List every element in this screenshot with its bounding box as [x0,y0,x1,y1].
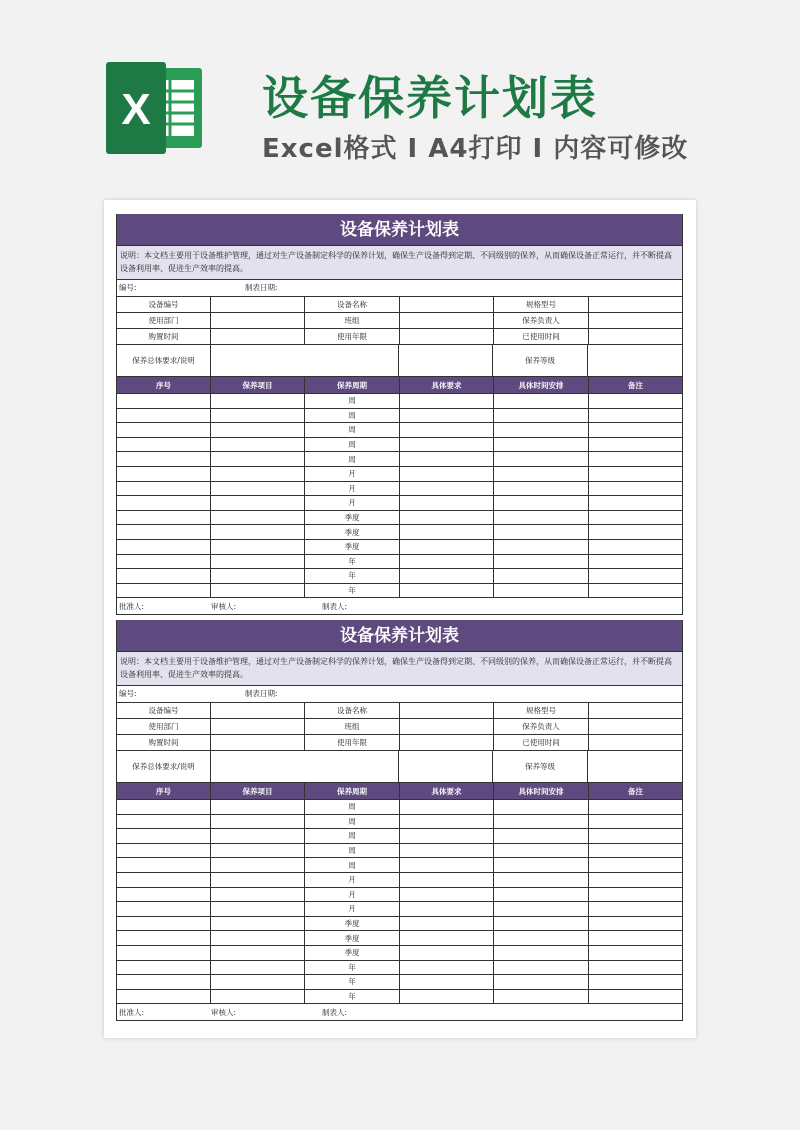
table-row [117,409,682,424]
info-label: 购置时间 [117,329,211,344]
table-cell[interactable] [494,394,589,408]
info-value-cell[interactable] [211,313,305,328]
date-label: 制表日期: [245,689,278,698]
info-value-cell[interactable] [589,329,682,344]
info-value-cell[interactable] [211,703,305,718]
table-cell[interactable] [400,452,494,466]
table-cell[interactable] [400,800,494,814]
table-cell[interactable] [400,829,494,843]
info-value-cell[interactable] [589,313,682,328]
info-label: 使用年限 [305,735,400,750]
info-value-cell[interactable] [400,735,494,750]
info-row [117,735,682,751]
cycle-cell: 周 [305,438,400,452]
table-row [117,452,682,467]
signature-label: 制表人: [322,602,348,612]
info-label: 使用部门 [117,719,211,734]
table-cell[interactable] [589,931,682,945]
table-cell[interactable] [400,482,494,496]
table-cell[interactable] [589,990,682,1004]
table-cell[interactable] [400,555,494,569]
cycle-cell: 周 [305,815,400,829]
table-row [117,975,682,990]
info-label: 已使用时间 [494,735,589,750]
info-value-cell[interactable] [400,703,494,718]
table-cell[interactable] [117,482,211,496]
column-header: 保养项目 [211,783,305,799]
table-cell[interactable] [589,902,682,916]
table-cell[interactable] [494,858,589,872]
requirement-row [117,751,682,783]
cycle-cell: 年 [305,555,400,569]
table-row [117,584,682,599]
table-cell[interactable] [589,409,682,423]
info-row [117,297,682,313]
table-cell[interactable] [494,525,589,539]
table-cell[interactable] [494,584,589,598]
form-title: 设备保养计划表 [117,620,682,652]
table-cell[interactable] [117,467,211,481]
table-cell[interactable] [211,423,305,437]
table-cell[interactable] [589,946,682,960]
table-cell[interactable] [589,800,682,814]
table-cell[interactable] [400,525,494,539]
info-label: 使用年限 [305,329,400,344]
table-cell[interactable] [494,931,589,945]
table-cell[interactable] [400,438,494,452]
cycle-cell: 年 [305,975,400,989]
table-cell[interactable] [589,452,682,466]
table-cell[interactable] [494,467,589,481]
cycle-cell: 季度 [305,931,400,945]
table-cell[interactable] [211,467,305,481]
table-row [117,917,682,932]
column-header: 保养周期 [305,377,400,393]
table-cell[interactable] [211,800,305,814]
cycle-cell: 年 [305,990,400,1004]
table-cell[interactable] [494,409,589,423]
page-subtitle: Excel格式 I A4打印 I 内容可修改 [262,134,689,164]
info-label: 设备名称 [305,703,400,718]
table-row [117,555,682,570]
table-cell[interactable] [400,917,494,931]
table-cell[interactable] [211,888,305,902]
table-cell[interactable] [494,990,589,1004]
info-label: 规格型号 [494,703,589,718]
info-value-cell[interactable] [400,297,494,312]
table-cell[interactable] [589,394,682,408]
info-value-cell[interactable] [589,703,682,718]
table-cell[interactable] [400,511,494,525]
column-header: 备注 [628,380,643,390]
table-cell[interactable] [589,423,682,437]
requirement-extra-cell[interactable] [399,345,493,376]
column-header: 具体要求 [400,377,494,393]
requirement-row [117,345,682,377]
requirement-label: 保养总体要求/说明 [117,751,211,782]
column-header: 具体时间安排 [494,377,589,393]
page-title: 设备保养计划表 [262,71,598,125]
info-value-cell[interactable] [589,719,682,734]
table-cell[interactable] [589,438,682,452]
table-cell[interactable] [589,917,682,931]
table-cell[interactable] [211,540,305,554]
form-title: 设备保养计划表 [117,214,682,246]
info-label: 保养负责人 [494,719,589,734]
table-row [117,990,682,1005]
info-label: 班组 [305,719,400,734]
table-cell[interactable] [589,467,682,481]
table-cell[interactable] [589,844,682,858]
column-header: 具体要求 [400,783,494,799]
level-label: 保养等级 [493,751,588,782]
level-value-cell[interactable] [588,345,681,376]
column-header: 备注 [628,786,643,796]
table-cell[interactable] [494,815,589,829]
table-cell[interactable] [117,569,211,583]
requirement-extra-cell[interactable] [399,751,493,782]
table-cell[interactable] [494,873,589,887]
table-cell[interactable] [400,569,494,583]
table-cell[interactable] [589,511,682,525]
table-cell[interactable] [400,946,494,960]
table-cell[interactable] [400,902,494,916]
table-cell[interactable] [211,409,305,423]
table-cell[interactable] [211,858,305,872]
table-cell[interactable] [494,800,589,814]
table-row [117,961,682,976]
table-cell[interactable] [494,438,589,452]
cycle-cell: 周 [305,452,400,466]
info-label: 规格型号 [494,297,589,312]
cycle-cell: 年 [305,584,400,598]
table-row [117,423,682,438]
form-description: 说明：本文档主要用于设备维护管理，通过对生产设备制定科学的保养计划，确保生产设备得到定期、不同级别的保养，从而确保设备正常运行，并不断提高设备利用率、促进生产效率的提高。 [117,246,682,280]
table-row [117,569,682,584]
table-cell[interactable] [117,917,211,931]
table-cell[interactable] [589,858,682,872]
info-label: 使用部门 [117,313,211,328]
table-cell[interactable] [400,584,494,598]
form-description: 说明：本文档主要用于设备维护管理，通过对生产设备制定科学的保养计划，确保生产设备得到定期、不同级别的保养，从而确保设备正常运行，并不断提高设备利用率、促进生产效率的提高。 [117,652,682,686]
table-cell[interactable] [211,511,305,525]
info-label: 班组 [305,313,400,328]
table-row [117,829,682,844]
column-header: 保养项目 [211,377,305,393]
cycle-cell: 月 [305,482,400,496]
table-cell[interactable] [211,917,305,931]
info-label: 已使用时间 [494,329,589,344]
table-row [117,815,682,830]
excel-logo-icon [104,62,204,154]
table-cell[interactable] [494,975,589,989]
table-cell[interactable] [211,815,305,829]
column-header: 具体时间安排 [494,783,589,799]
info-value-cell[interactable] [211,297,305,312]
level-value-cell[interactable] [588,751,681,782]
table-cell[interactable] [494,829,589,843]
date-label: 制表日期: [245,283,278,292]
meta-row [117,280,682,297]
table-cell[interactable] [117,902,211,916]
table-row [117,511,682,526]
info-value-cell[interactable] [400,719,494,734]
level-label: 保养等级 [493,345,588,376]
table-row [117,800,682,815]
banner [0,0,800,195]
info-label: 设备名称 [305,297,400,312]
table-cell[interactable] [211,569,305,583]
cycle-cell: 月 [305,888,400,902]
table-cell[interactable] [494,902,589,916]
info-row [117,329,682,345]
cycle-cell: 周 [305,858,400,872]
table-cell[interactable] [117,409,211,423]
cycle-cell: 周 [305,800,400,814]
info-label: 保养负责人 [494,313,589,328]
table-cell[interactable] [211,931,305,945]
table-cell[interactable] [117,844,211,858]
table-cell[interactable] [400,961,494,975]
requirement-label: 保养总体要求/说明 [117,345,211,376]
document-sheet [104,200,696,1038]
info-row [117,703,682,719]
table-cell[interactable] [494,540,589,554]
table-cell[interactable] [117,975,211,989]
table-cell[interactable] [211,844,305,858]
table-cell[interactable] [494,496,589,510]
signature-label: 制表人: [322,1008,348,1018]
table-cell[interactable] [589,829,682,843]
table-cell[interactable] [589,540,682,554]
table-cell[interactable] [494,423,589,437]
table-cell[interactable] [211,961,305,975]
info-value-cell[interactable] [589,297,682,312]
requirement-value-cell[interactable] [211,751,399,782]
cycle-cell: 年 [305,961,400,975]
table-cell[interactable] [589,555,682,569]
table-row [117,902,682,917]
table-cell[interactable] [589,482,682,496]
table-row [117,873,682,888]
cycle-cell: 周 [305,829,400,843]
table-cell[interactable] [211,584,305,598]
svg-text:X: X [121,85,151,134]
info-row [117,719,682,735]
table-cell[interactable] [211,394,305,408]
table-cell[interactable] [211,946,305,960]
table-cell[interactable] [117,873,211,887]
info-label: 设备编号 [117,703,211,718]
table-cell[interactable] [589,815,682,829]
cycle-cell: 周 [305,844,400,858]
table-cell[interactable] [589,975,682,989]
table-cell[interactable] [494,888,589,902]
table-cell[interactable] [400,990,494,1004]
table-row [117,540,682,555]
table-cell[interactable] [211,482,305,496]
table-cell[interactable] [211,829,305,843]
table-cell[interactable] [400,873,494,887]
table-cell[interactable] [211,902,305,916]
cycle-cell: 月 [305,902,400,916]
table-cell[interactable] [400,540,494,554]
table-cell[interactable] [117,888,211,902]
cycle-cell: 季度 [305,511,400,525]
cycle-cell: 月 [305,496,400,510]
table-cell[interactable] [589,961,682,975]
table-cell[interactable] [494,961,589,975]
cycle-cell: 季度 [305,540,400,554]
table-cell[interactable] [400,394,494,408]
table-row [117,394,682,409]
cycle-cell: 年 [305,569,400,583]
table-cell[interactable] [400,975,494,989]
table-cell[interactable] [494,452,589,466]
table-cell[interactable] [589,873,682,887]
signature-label: 批准人: [119,602,145,612]
table-cell[interactable] [494,844,589,858]
table-cell[interactable] [589,888,682,902]
table-cell[interactable] [211,525,305,539]
table-cell[interactable] [211,975,305,989]
signature-label: 批准人: [119,1008,145,1018]
table-cell[interactable] [400,409,494,423]
meta-row [117,686,682,703]
table-row [117,888,682,903]
table-cell[interactable] [117,584,211,598]
table-cell[interactable] [117,829,211,843]
table-cell[interactable] [117,990,211,1004]
table-row [117,467,682,482]
table-cell[interactable] [400,423,494,437]
table-cell[interactable] [117,511,211,525]
cycle-cell: 月 [305,467,400,481]
info-label: 购置时间 [117,735,211,750]
table-cell[interactable] [117,961,211,975]
column-header: 序号 [117,783,211,799]
table-row [117,858,682,873]
table-cell[interactable] [589,525,682,539]
table-cell[interactable] [117,800,211,814]
column-header: 序号 [117,377,211,393]
number-label: 编号: [119,283,137,292]
table-cell[interactable] [494,511,589,525]
table-header-row [117,377,682,394]
info-value-cell[interactable] [211,719,305,734]
table-cell[interactable] [117,423,211,437]
table-cell[interactable] [211,438,305,452]
table-cell[interactable] [400,858,494,872]
table-cell[interactable] [117,555,211,569]
maintenance-form [116,214,683,615]
signature-row [117,598,682,615]
cycle-cell: 周 [305,394,400,408]
info-row [117,313,682,329]
table-cell[interactable] [211,555,305,569]
info-value-cell[interactable] [211,735,305,750]
table-cell[interactable] [494,555,589,569]
table-row [117,482,682,497]
table-cell[interactable] [117,452,211,466]
info-value-cell[interactable] [211,329,305,344]
cycle-cell: 周 [305,409,400,423]
table-cell[interactable] [117,540,211,554]
cycle-cell: 月 [305,873,400,887]
table-cell[interactable] [211,873,305,887]
table-cell[interactable] [117,946,211,960]
table-cell[interactable] [494,946,589,960]
signature-label: 审核人: [211,602,237,612]
table-cell[interactable] [117,858,211,872]
table-header-row [117,783,682,800]
info-label: 设备编号 [117,297,211,312]
table-cell[interactable] [117,815,211,829]
cycle-cell: 季度 [305,917,400,931]
table-row [117,844,682,859]
table-cell[interactable] [211,452,305,466]
table-cell[interactable] [117,496,211,510]
table-row [117,525,682,540]
table-cell[interactable] [494,482,589,496]
table-row [117,496,682,511]
cycle-cell: 季度 [305,525,400,539]
table-cell[interactable] [400,888,494,902]
column-header: 保养周期 [305,783,400,799]
table-cell[interactable] [589,496,682,510]
table-cell[interactable] [400,931,494,945]
table-cell[interactable] [494,917,589,931]
signature-row [117,1004,682,1021]
table-cell[interactable] [589,569,682,583]
requirement-value-cell[interactable] [211,345,399,376]
table-cell[interactable] [211,990,305,1004]
info-value-cell[interactable] [400,313,494,328]
table-cell[interactable] [589,584,682,598]
table-cell[interactable] [117,438,211,452]
info-value-cell[interactable] [400,329,494,344]
cycle-cell: 周 [305,423,400,437]
info-value-cell[interactable] [589,735,682,750]
table-cell[interactable] [400,467,494,481]
table-cell[interactable] [400,844,494,858]
table-row [117,931,682,946]
number-label: 编号: [119,689,137,698]
table-cell[interactable] [400,815,494,829]
table-cell[interactable] [400,496,494,510]
signature-label: 审核人: [211,1008,237,1018]
table-row [117,438,682,453]
table-cell[interactable] [494,569,589,583]
table-row [117,946,682,961]
maintenance-form [116,620,683,1021]
table-cell[interactable] [117,525,211,539]
table-cell[interactable] [117,931,211,945]
table-cell[interactable] [211,496,305,510]
cycle-cell: 季度 [305,946,400,960]
table-cell[interactable] [117,394,211,408]
